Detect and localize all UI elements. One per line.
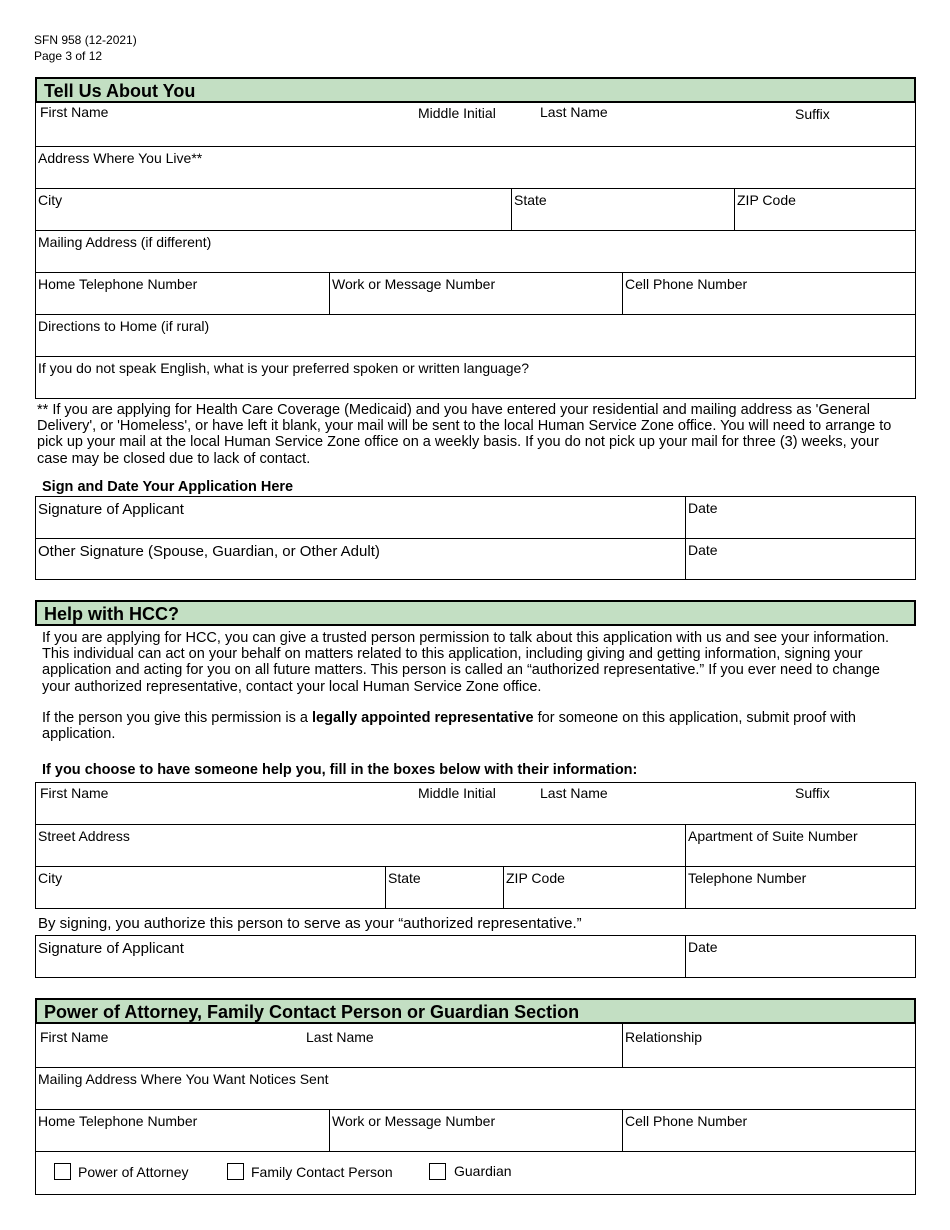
language-field[interactable] [36, 357, 915, 399]
poa-mailing-label: Mailing Address Where You Want Notices Sent [38, 1071, 329, 1087]
poa-home-phone-label: Home Telephone Number [38, 1113, 198, 1129]
rep-suffix-label: Suffix [795, 785, 830, 801]
other-date-field[interactable] [685, 539, 915, 580]
rep-phone-field[interactable] [685, 867, 915, 908]
home-phone-field[interactable] [36, 273, 329, 314]
rep-last-name-label: Last Name [540, 785, 608, 801]
family-contact-checkbox[interactable] [227, 1163, 244, 1180]
date-label: Date [688, 500, 718, 516]
rep-apartment-field[interactable] [685, 825, 915, 866]
family-contact-label: Family Contact Person [251, 1164, 393, 1180]
poa-last-name-label: Last Name [306, 1029, 374, 1045]
rep-state-field[interactable] [385, 867, 503, 908]
rep-middle-initial-label: Middle Initial [418, 785, 496, 801]
suffix-label: Suffix [795, 106, 830, 122]
work-phone-label: Work or Message Number [332, 276, 496, 292]
rep-apartment-label: Apartment of Suite Number [688, 828, 858, 844]
sign-heading: Sign and Date Your Application Here [42, 479, 294, 495]
zip-label: ZIP Code [737, 192, 796, 208]
applicant-date-field[interactable] [685, 497, 915, 538]
address-field[interactable] [36, 147, 915, 189]
cell-phone-field[interactable] [622, 273, 915, 314]
authorize-statement: By signing, you authorize this person to serve as your “authorized representative.” [38, 915, 582, 932]
home-phone-label: Home Telephone Number [38, 276, 198, 292]
poa-first-name-label: First Name [40, 1029, 109, 1045]
guardian-label: Guardian [454, 1163, 512, 1179]
state-field[interactable] [511, 189, 734, 230]
section-title-poa: Power of Attorney, Family Contact Person or Guardian Section [35, 998, 916, 1024]
city-field[interactable] [36, 189, 511, 230]
rep-zip-label: ZIP Code [506, 870, 565, 886]
mailing-address-label: Mailing Address (if different) [38, 234, 212, 250]
poa-name-field[interactable] [36, 1024, 622, 1067]
poa-work-phone-field[interactable] [329, 1110, 622, 1151]
state-label: State [514, 192, 547, 208]
power-of-attorney-checkbox[interactable] [54, 1163, 71, 1180]
legal-rep-emphasis: legally appointed representative [312, 710, 534, 726]
poa-fields [35, 1024, 916, 1195]
address-label: Address Where You Live** [38, 150, 203, 166]
applicant-signature-label: Signature of Applicant [38, 501, 184, 518]
rep-city-field[interactable] [36, 867, 385, 908]
date-label: Date [688, 542, 718, 558]
rep-street-field[interactable] [36, 825, 685, 866]
directions-field[interactable] [36, 315, 915, 357]
rep-signature-label: Signature of Applicant [38, 940, 184, 957]
name-row[interactable] [36, 103, 915, 147]
poa-cell-phone-field[interactable] [622, 1110, 915, 1151]
section-title-hcc: Help with HCC? [35, 600, 916, 626]
other-signature-field[interactable] [36, 539, 685, 580]
about-fields [35, 103, 916, 399]
last-name-label: Last Name [540, 104, 608, 120]
cell-phone-label: Cell Phone Number [625, 276, 748, 292]
hcc-paragraph-1: If you are applying for HCC, you can give a trusted person permission to talk about this application with us and see your information. This individual can act on your behalf on matters related to this application, including giving and getting information, signing your application and acting for you on all future matters. This person is called an “authorized representative.” If you ever need to change your authorized representative, contact your local Human Service Zone office. [42, 630, 890, 695]
guardian-checkbox[interactable] [429, 1163, 446, 1180]
hcc-paragraph-2: If the person you give this permission is a legally appointed representative for someone on this application, submit proof with application. [42, 710, 857, 743]
poa-mailing-field[interactable] [36, 1068, 915, 1110]
section-title-about: Tell Us About You [35, 77, 916, 103]
signature-box [35, 496, 916, 580]
directions-label: Directions to Home (if rural) [38, 318, 210, 334]
rep-signature-box [35, 935, 916, 978]
poa-role-options [36, 1152, 915, 1194]
work-phone-field[interactable] [329, 273, 622, 314]
other-signature-label: Other Signature (Spouse, Guardian, or Other Adult) [38, 543, 380, 560]
power-of-attorney-label: Power of Attorney [78, 1164, 189, 1180]
poa-work-phone-label: Work or Message Number [332, 1113, 496, 1129]
poa-relationship-label: Relationship [625, 1029, 703, 1045]
rep-city-label: City [38, 870, 63, 886]
rep-date-field[interactable] [685, 936, 915, 977]
first-name-label: First Name [40, 104, 109, 120]
rep-state-label: State [388, 870, 421, 886]
rep-zip-field[interactable] [503, 867, 685, 908]
language-label: If you do not speak English, what is your preferred spoken or written language? [38, 360, 530, 376]
rep-phone-label: Telephone Number [688, 870, 807, 886]
middle-initial-label: Middle Initial [418, 105, 496, 121]
rep-applicant-signature-field[interactable] [36, 936, 685, 977]
page-number: Page 3 of 12 [34, 49, 103, 63]
hcc-instruction: If you choose to have someone help you, fill in the boxes below with their information: [42, 762, 638, 778]
city-label: City [38, 192, 63, 208]
rep-street-label: Street Address [38, 828, 130, 844]
rep-first-name-label: First Name [40, 785, 109, 801]
mailing-note: ** If you are applying for Health Care Coverage (Medicaid) and you have entered your residential and mailing address as 'General Delivery', or 'Homeless', or have left it blank, your mail will be sent to the local Human Service Zone office. You will need to arrange to pick up your mail at the local Human Service Zone office on a weekly basis. If you do not pick up your mail for three (3) weeks, your case may be closed due to lack of contact. [37, 402, 892, 467]
zip-field[interactable] [734, 189, 915, 230]
poa-cell-phone-label: Cell Phone Number [625, 1113, 748, 1129]
form-number: SFN 958 (12-2021) [34, 33, 137, 47]
poa-relationship-field[interactable] [622, 1024, 915, 1067]
rep-name-row[interactable] [36, 783, 915, 825]
poa-home-phone-field[interactable] [36, 1110, 329, 1151]
rep-date-label: Date [688, 939, 718, 955]
representative-fields [35, 782, 916, 909]
applicant-signature-field[interactable] [36, 497, 685, 538]
mailing-address-field[interactable] [36, 231, 915, 273]
